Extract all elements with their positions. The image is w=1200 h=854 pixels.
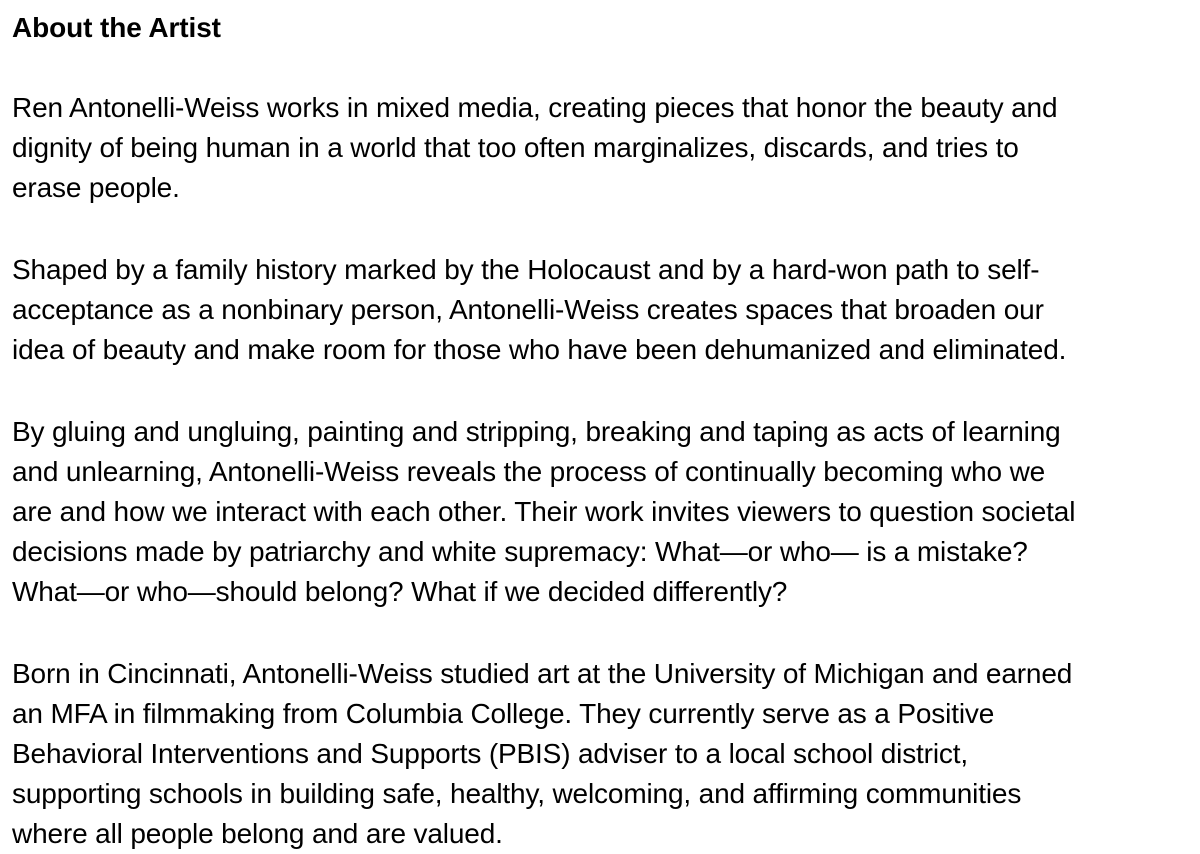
artist-bio-document	[12, 11, 1194, 854]
bio-paragraph-intro: Ren Antonelli-Weiss works in mixed media, creating pieces that honor the beauty and dignity of being human in a world that too often marginalizes, discards, and tries to erase people.	[12, 92, 1058, 203]
page-title: About the Artist	[12, 12, 221, 43]
bio-paragraph-history: Shaped by a family history marked by the Holocaust and by a hard-won path to self- acceptance as a nonbinary person, Antonelli-Weiss creates spaces that broaden our idea of beauty and make room for those who have been dehumanized and eliminated.	[12, 254, 1067, 365]
bio-paragraph-process: By gluing and ungluing, painting and stripping, breaking and taping as acts of learning and unlearning, Antonelli-Weiss reveals the process of continually becoming who we are and how we interact with each other. Their work invites viewers to question societal decisions made by patriarchy and white supremacy: What—or who— is a mistake? What—or who—should belong? What if we decided differently?	[12, 416, 1076, 607]
bio-paragraph-background: Born in Cincinnati, Antonelli-Weiss studied art at the University of Michigan and earned an MFA in filmmaking from Columbia College. They currently serve as a Positive Behavioral Interventions and Supports (PBIS) adviser to a local school district, supporting schools in building safe, healthy, welcoming, and affirming communities where all people belong and are valued.	[12, 658, 1073, 849]
